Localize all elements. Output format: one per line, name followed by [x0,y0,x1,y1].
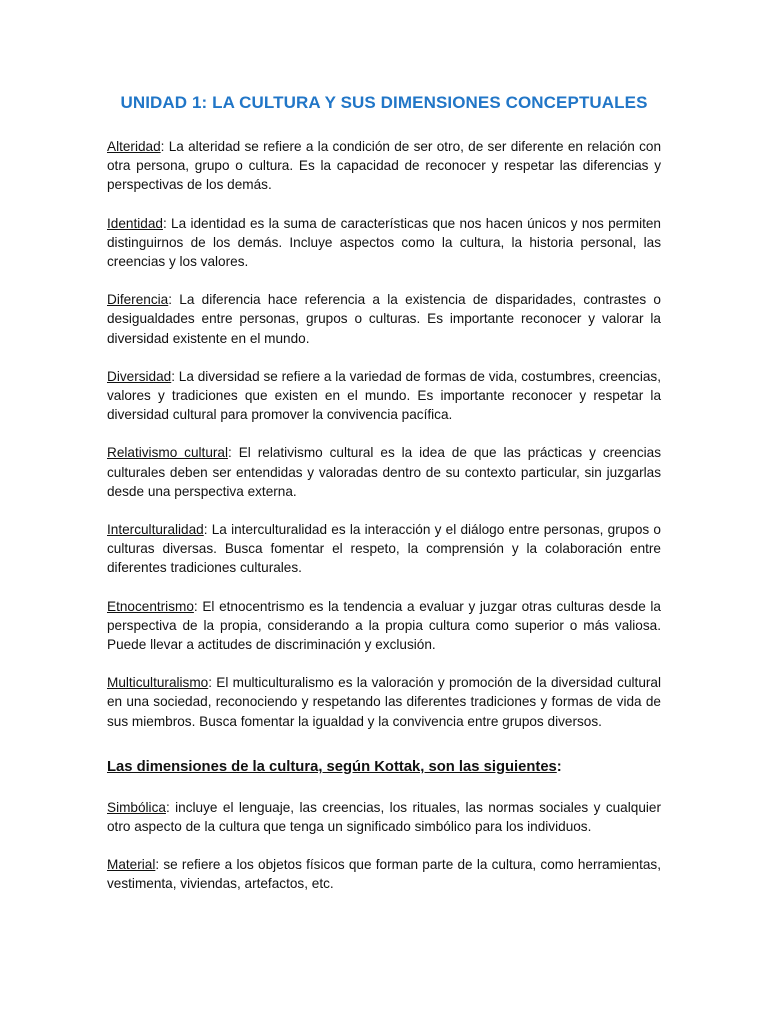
dimension-definition: : se refiere a los objetos físicos que forman parte de la cultura, como herramientas, vestimenta, viviendas, artefactos, etc. [107,857,661,892]
concept-term: Diferencia [107,292,169,308]
concept-definition: : La alteridad se refiere a la condición de ser otro, de ser diferente en relación con otra persona, grupo o cultura. Es la capacidad de reconocer y respetar las diferencias y perspectivas de los demás. [107,139,661,193]
concept-definition: : El etnocentrismo es la tendencia a evaluar y juzgar otras culturas desde la perspectiva de la propia, considerando a la propia cultura como superior o más valiosa. Puede llevar a actitudes de discriminación y exclusión. [107,598,661,653]
concept-definition: : La interculturalidad es la interacción y el diálogo entre personas, grupos o culturas diversas. Busca fomentar el respeto, la comprensión y la colaboración entre diferentes tradiciones culturales. [107,522,661,576]
concept-definition: : La identidad es la suma de características que nos hacen únicos y nos permiten distinguirnos de los demás. Incluye aspectos como la cultura, la historia personal, las creencias y los valores. [107,215,661,270]
concept-term: Relativismo cultural [107,445,229,461]
document-title: UNIDAD 1: LA CULTURA Y SUS DIMENSIONES CONCEPTUALES [120,93,648,112]
concept-definition: : La diversidad se refiere a la variedad de formas de vida, costumbres, creencias, valores y tradiciones que existen en el mundo. Es importante reconocer y respetar la diversidad cultural para promover la convivencia pacífica. [107,368,661,423]
concept-term: Etnocentrismo [107,598,194,614]
concept-term: Interculturalidad [107,522,204,538]
dimensions-heading [107,757,661,777]
concept-definition: : La diferencia hace referencia a la existencia de disparidades, contrastes o desigualdades entre personas, grupos o culturas. Es importante reconocer y valorar la diversidad existente en el mundo. [107,292,661,346]
concept-diferencia [107,290,661,348]
concept-term: Multiculturalismo [107,675,209,691]
concept-multiculturalismo [107,673,661,731]
concept-identidad [107,214,661,272]
concept-term: Diversidad [107,368,172,384]
dimensions-heading-text: Las dimensiones de la cultura, según Kottak, son las siguientes [107,758,557,775]
dimension-definition: : incluye el lenguaje, las creencias, los rituales, las normas sociales y cualquier otro aspecto de la cultura que tenga un significado simbólico para los individuos. [107,799,661,835]
concept-term: Alteridad [107,139,161,154]
concept-relativismo-cultural [107,443,661,501]
concept-term: Identidad [107,215,163,231]
concept-definition: : El relativismo cultural es la idea de que las prácticas y creencias culturales deben ser entendidas y valoradas dentro de su contexto particular, sin juzgarlas desde una perspectiva externa. [107,445,662,499]
concept-etnocentrismo [107,597,661,655]
concept-interculturalidad [107,520,661,578]
dimension-material [107,855,661,893]
concept-diversidad [107,367,661,425]
dimension-simbolica [107,798,661,836]
concept-definition: : El multiculturalismo es la valoración y promoción de la diversidad cultural en una sociedad, reconociendo y respetando las diferentes tradiciones y formas de vida de sus miembros. Busca fomentar la igualdad y la convivencia entre grupos diversos. [107,675,661,729]
concept-alteridad [107,137,661,195]
dimensions-heading-suffix: : [556,758,562,775]
dimension-term: Material [107,857,156,873]
dimension-term: Simbólica [107,799,166,815]
